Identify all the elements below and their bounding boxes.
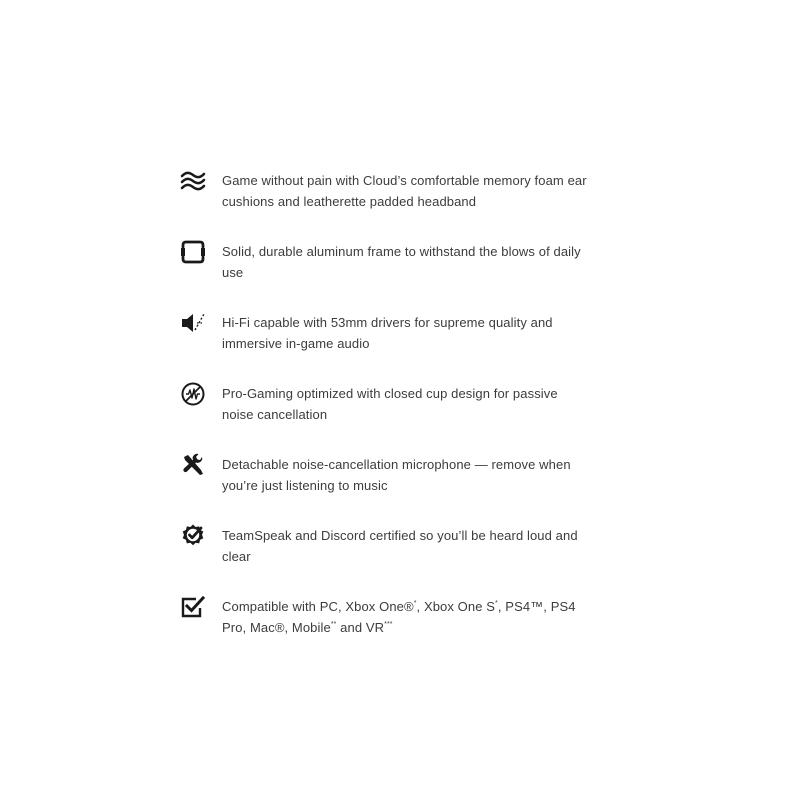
feature-text (222, 241, 617, 283)
feature-text-line: use (222, 265, 244, 280)
footnote-mark: * (495, 600, 498, 607)
feature-text (222, 596, 617, 638)
feature-text-line: cushions and leatherette padded headband (222, 194, 477, 209)
compat-pc: Compatible with PC, Xbox One® (222, 599, 414, 614)
feature-text (222, 383, 617, 425)
feature-text-line: you’re just listening to music (222, 478, 388, 493)
feature-noise (180, 383, 620, 429)
feature-text (222, 454, 617, 496)
frame-icon (180, 239, 206, 265)
noise-cancel-icon (180, 381, 206, 407)
feature-text (222, 525, 617, 567)
compat-xbox-one-s: , Xbox One S (416, 599, 496, 614)
feature-frame (180, 241, 620, 287)
feature-text (222, 170, 617, 212)
compat-ps4: , PS4™, PS4 (497, 599, 576, 614)
checkbox-icon (180, 594, 206, 620)
tools-icon (180, 452, 206, 478)
feature-compatibility (180, 596, 620, 642)
speaker-icon (180, 310, 206, 336)
feature-text-line: Detachable noise-cancellation microphone — remove when (222, 457, 571, 472)
footnote-mark: ** (330, 621, 337, 628)
feature-text-line: Solid, durable aluminum frame to withstand the blows of daily (222, 244, 581, 259)
footnote-mark: *** (384, 621, 393, 628)
feature-text-line: Pro-Gaming optimized with closed cup design for passive (222, 386, 558, 401)
footnote-mark: * (413, 600, 417, 607)
compat-vr: and VR (336, 620, 385, 635)
feature-text-line: noise cancellation (222, 407, 328, 422)
feature-microphone (180, 454, 620, 500)
feature-text-line: TeamSpeak and Discord certified so you’ll be heard loud and (222, 528, 578, 543)
feature-text-line: clear (222, 549, 251, 564)
feature-certified (180, 525, 620, 571)
feature-comfort (180, 170, 620, 216)
feature-audio (180, 312, 620, 358)
certified-badge-icon (180, 523, 206, 549)
feature-text-line: Hi-Fi capable with 53mm drivers for supreme quality and (222, 315, 553, 330)
wave-cushion-icon (180, 168, 206, 194)
compat-mac-mobile: Pro, Mac®, Mobile (222, 620, 331, 635)
feature-text (222, 312, 617, 354)
feature-text-line: Game without pain with Cloud’s comfortable memory foam ear (222, 173, 587, 188)
feature-text-line: immersive in-game audio (222, 336, 370, 351)
